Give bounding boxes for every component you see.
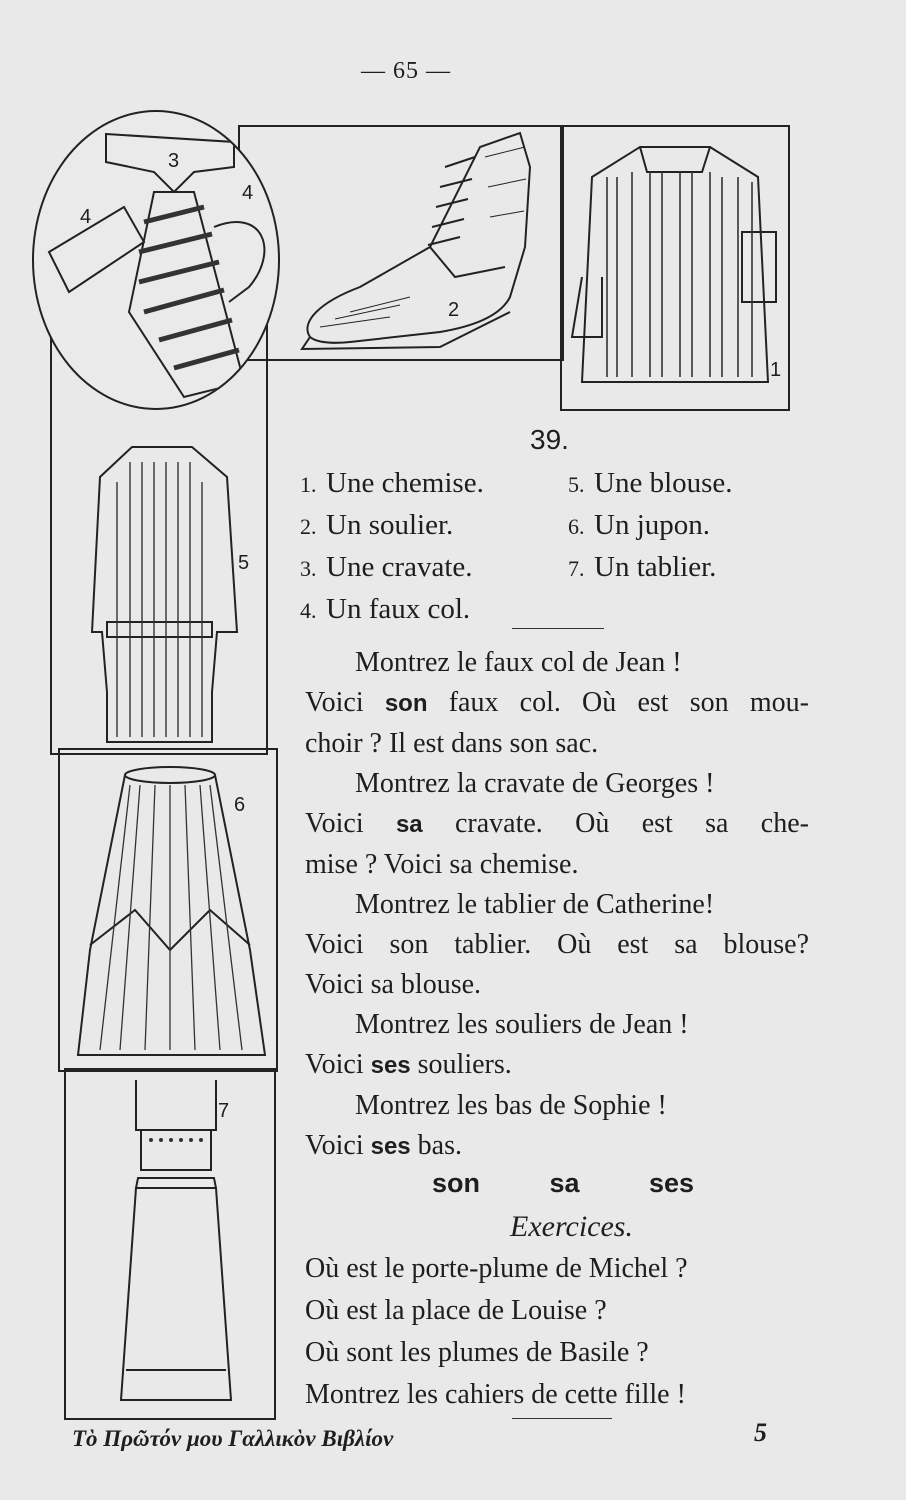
exercise-item: Montrez les cahiers de cette fille ! <box>305 1379 686 1410</box>
apron-icon <box>66 1070 274 1418</box>
paragraph-prompt: Montrez le faux col de Jean ! <box>355 647 682 678</box>
lesson-number: 39. <box>530 424 569 455</box>
possessive-son: son <box>432 1168 481 1198</box>
paragraph-line: choir ? Il est dans son sac. <box>305 728 599 759</box>
book-title-footer: Τὸ Πρῶτόν μου Γαλλικὸν Βιβλίον <box>72 1426 394 1451</box>
vocab-item: 7. Un tablier. <box>568 551 717 583</box>
shirt-icon <box>562 127 788 409</box>
figure-label-3: 3 <box>168 150 180 172</box>
tie-collar-illustration-circle <box>32 110 280 410</box>
vocab-item: 5. Une blouse. <box>568 467 733 499</box>
shoe-illustration-frame <box>238 125 564 361</box>
paragraph-line: Voici sa cravate. Où est sa che- <box>305 808 809 839</box>
vocab-item: 4. Un faux col. <box>300 593 471 625</box>
paragraph-line: mise ? Voici sa chemise. <box>305 849 579 880</box>
figure-label-5: 5 <box>238 552 250 574</box>
paragraph-line: Voici ses souliers. <box>305 1049 512 1080</box>
lesson-text <box>305 643 809 1167</box>
possessive-ses: ses <box>648 1168 694 1198</box>
figure-label-4-right: 4 <box>242 182 254 204</box>
figure-label-7: 7 <box>218 1100 230 1122</box>
shoe-icon <box>240 127 562 359</box>
shirt-illustration-frame <box>560 125 790 411</box>
figure-label-4-left: 4 <box>80 206 92 228</box>
paragraph-line: Voici son faux col. Où est son mou- <box>305 687 809 718</box>
figure-label-1: 1 <box>770 359 782 381</box>
exercise-item: Où sont les plumes de Basile ? <box>305 1337 649 1368</box>
apron-illustration-frame <box>64 1068 276 1420</box>
exercises-list <box>305 1248 815 1416</box>
vocab-item: 2. Un soulier. <box>300 509 454 541</box>
petticoat-illustration-frame <box>58 748 278 1072</box>
paragraph-line: Voici son tablier. Où est sa blouse? <box>305 929 809 960</box>
possessive-sa: sa <box>549 1168 580 1198</box>
paragraph-prompt: Montrez les bas de Sophie ! <box>355 1090 667 1121</box>
signature-number: 5 <box>754 1418 767 1447</box>
possessive-summary <box>432 1168 694 1199</box>
paragraph-line: Voici sa blouse. <box>305 969 482 1000</box>
separator-line <box>512 628 604 629</box>
vocab-item: 3. Une cravate. <box>300 551 473 583</box>
figure-label-6: 6 <box>234 794 246 816</box>
paragraph-prompt: Montrez la cravate de Georges ! <box>355 768 715 799</box>
exercise-item: Où est le porte-plume de Michel ? <box>305 1253 688 1284</box>
page-number: — 65 — <box>361 58 451 84</box>
paragraph-line: Voici ses bas. <box>305 1130 462 1161</box>
paragraph-prompt: Montrez les souliers de Jean ! <box>355 1009 689 1040</box>
exercises-title: Exercices. <box>510 1210 633 1243</box>
figure-label-2: 2 <box>448 299 460 321</box>
vocabulary-column-1 <box>300 463 484 631</box>
vocab-item: 6. Un jupon. <box>568 509 710 541</box>
vocab-item: 1. Une chemise. <box>300 467 484 499</box>
vocabulary-column-2 <box>568 463 733 589</box>
paragraph-prompt: Montrez le tablier de Catherine! <box>355 889 715 920</box>
tie-icon <box>34 112 278 408</box>
bottom-separator-line <box>512 1418 612 1419</box>
left-collar-icon <box>49 207 144 292</box>
exercise-item: Où est la place de Louise ? <box>305 1295 607 1326</box>
